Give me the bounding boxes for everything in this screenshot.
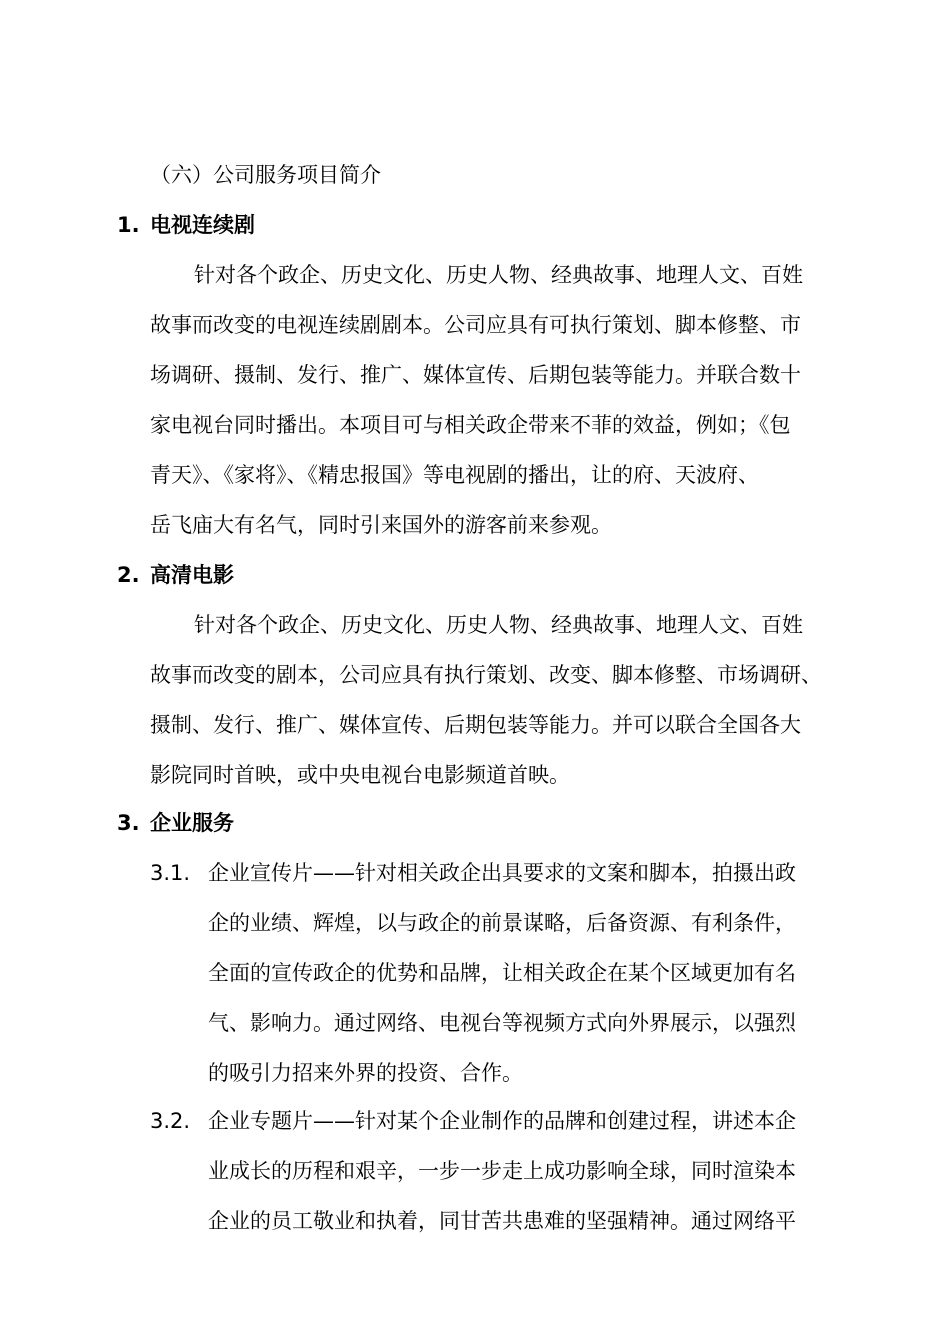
item-1-number: 1.: [117, 213, 140, 237]
item-3-number: 3.: [117, 811, 140, 835]
item-1-paragraph-line: 青天》、《家将》、《精忠报国》等电视剧的播出，让的府、天波府、: [150, 463, 759, 487]
subitem-3-1-line: 企的业绩、辉煌，以与政企的前景谋略，后备资源、有利条件，: [208, 911, 796, 935]
item-2-number: 2.: [117, 563, 140, 587]
item-2-title: 高清电影: [150, 563, 234, 587]
subitem-3-1-line: 的吸引力招来外界的投资、合作。: [208, 1061, 523, 1085]
item-3-title: 企业服务: [150, 811, 234, 835]
subitem-3-2-line: 企业专题片——针对某个企业制作的品牌和创建过程，讲述本企: [208, 1109, 796, 1133]
subitem-3-1-line: 全面的宣传政企的优势和品牌，让相关政企在某个区域更加有名: [208, 961, 796, 985]
item-1-paragraph-line: 家电视台同时播出。本项目可与相关政企带来不菲的效益，例如；《包: [150, 413, 791, 437]
subitem-3-1-number: 3.1.: [150, 861, 191, 885]
item-1-paragraph-line: 故事而改变的电视连续剧剧本。公司应具有可执行策划、脚本修整、市: [150, 313, 801, 337]
item-1-paragraph-line: 岳飞庙大有名气，同时引来国外的游客前来参观。: [150, 513, 612, 537]
item-1-title: 电视连续剧: [150, 213, 255, 237]
subitem-3-1-line: 气、影响力。通过网络、电视台等视频方式向外界展示，以强烈: [208, 1011, 796, 1035]
item-2-paragraph-line: 故事而改变的剧本，公司应具有执行策划、改变、脚本修整、市场调研、: [150, 663, 822, 687]
item-2-paragraph-line: 针对各个政企、历史文化、历史人物、经典故事、地理人文、百姓: [194, 613, 803, 637]
item-1-paragraph-line: 场调研、摄制、发行、推广、媒体宣传、后期包装等能力。并联合数十: [150, 363, 801, 387]
subitem-3-1-line: 企业宣传片——针对相关政企出具要求的文案和脚本，拍摄出政: [208, 861, 796, 885]
subitem-3-2-number: 3.2.: [150, 1109, 191, 1133]
item-2-paragraph-line: 摄制、发行、推广、媒体宣传、后期包装等能力。并可以联合全国各大: [150, 713, 801, 737]
item-1-paragraph-line: 针对各个政企、历史文化、历史人物、经典故事、地理人文、百姓: [194, 263, 803, 287]
section-heading: （六）公司服务项目简介: [150, 163, 381, 187]
subitem-3-2-line: 企业的员工敬业和执着，同甘苦共患难的坚强精神。通过网络平: [208, 1209, 796, 1233]
item-2-paragraph-line: 影院同时首映，或中央电视台电影频道首映。: [150, 763, 570, 787]
subitem-3-2-line: 业成长的历程和艰辛，一步一步走上成功影响全球，同时渲染本: [208, 1159, 796, 1183]
